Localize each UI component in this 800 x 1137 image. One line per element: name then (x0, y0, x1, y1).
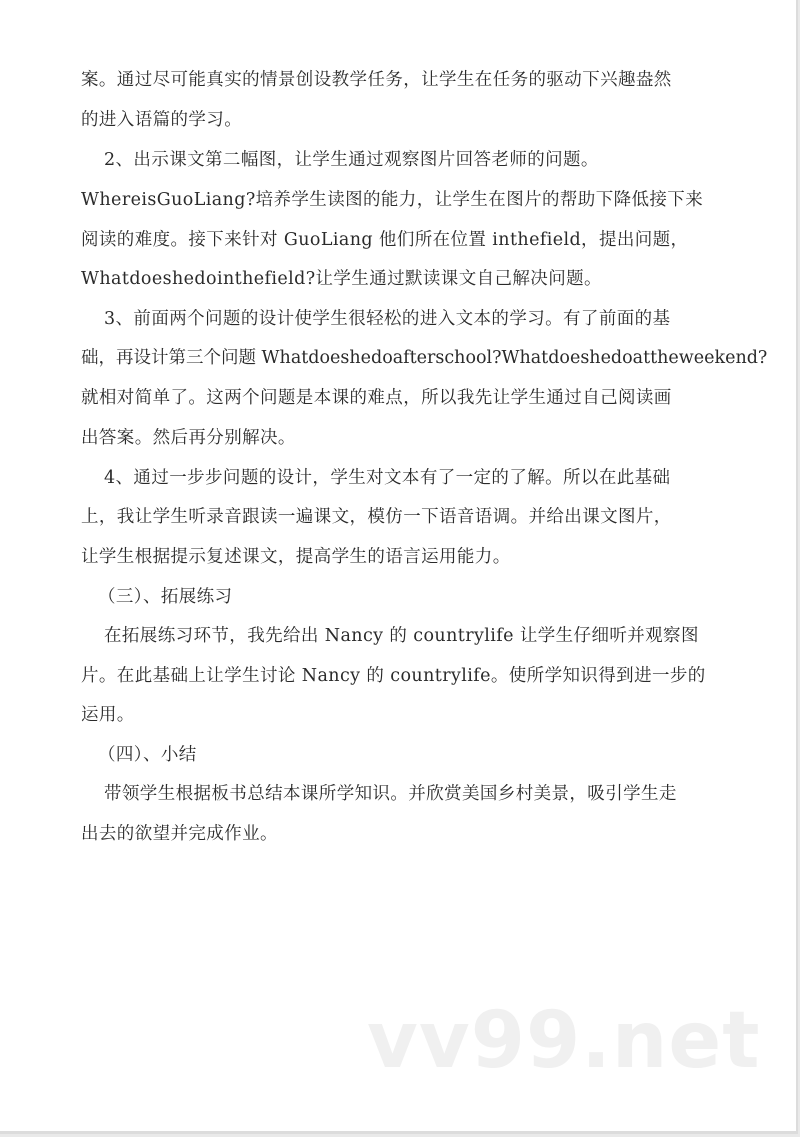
text-line: 就相对简单了。这两个问题是本课的难点，所以我先让学生通过自己阅读画 (81, 388, 672, 408)
text-line: 上，我让学生听录音跟读一遍课文，模仿一下语音语调。并给出课文图片， (81, 507, 672, 527)
text-line: 出去的欲望并完成作业。 (81, 824, 278, 844)
text-line: 阅读的难度。接下来针对 GuoLiang 他们所在位置 inthefield，提出问题， (81, 230, 689, 250)
text-line: 出答案。然后再分别解决。 (81, 428, 296, 448)
text-line: 的进入语篇的学习。 (81, 110, 243, 130)
text-line: 运用。 (81, 705, 135, 725)
section-heading-extension-practice: （三）、拓展练习 (98, 587, 233, 607)
numbered-paragraph-4: 4、通过一步步问题的设计，学生对文本有了一定的了解。所以在此基础 (104, 468, 671, 488)
text-line: 片。在此基础上让学生讨论 Nancy 的 countrylife。使所学知识得到进一步的 (81, 666, 706, 686)
numbered-paragraph-3: 3、前面两个问题的设计使学生很轻松的进入文本的学习。有了前面的基 (104, 309, 671, 329)
numbered-paragraph-2: 2、出示课文第二幅图，让学生通过观察图片回答老师的问题。 (104, 150, 599, 170)
text-line: 让学生根据提示复述课文，提高学生的语言运用能力。 (81, 547, 511, 567)
text-line: WhereisGuoLiang?培养学生读图的能力，让学生在图片的帮助下降低接下来 (81, 190, 704, 210)
text-line: Whatdoeshedointhefield?让学生通过默读课文自己解决问题。 (81, 269, 602, 289)
text-line: 础，再设计第三个问题 Whatdoeshedoafterschool?Whatdoeshedoattheweekend? (81, 348, 768, 368)
text-line: 带领学生根据板书总结本课所学知识。并欣赏美国乡村美景，吸引学生走 (104, 784, 677, 804)
section-heading-summary: （四）、小结 (98, 745, 197, 765)
watermark: vv99.net (367, 996, 761, 1086)
text-line: 在拓展练习环节，我先给出 Nancy 的 countrylife 让学生仔细听并观察图 (104, 626, 699, 646)
text-line: 案。通过尽可能真实的情景创设教学任务，让学生在任务的驱动下兴趣盎然 (81, 70, 672, 90)
